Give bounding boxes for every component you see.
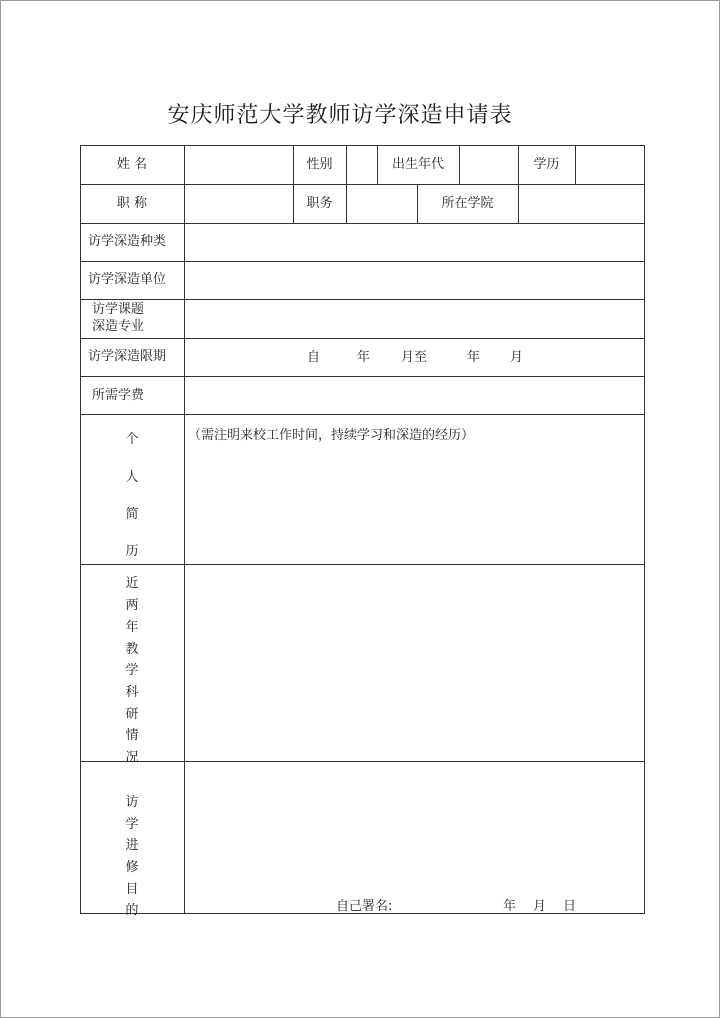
research-char: 学 <box>125 663 139 678</box>
purpose-char: 目 <box>125 882 139 897</box>
signature-month: 月 <box>533 899 547 914</box>
college-label: 所在学院 <box>441 196 494 211</box>
purpose-char: 访 <box>125 795 139 810</box>
table-line <box>80 564 645 565</box>
period-month-to: 月至 <box>401 350 428 365</box>
topic-label-line2: 深造专业 <box>92 319 145 334</box>
resume-note: （需注明来校工作时间，持续学习和深造的经历） <box>188 428 475 443</box>
table-line <box>80 376 645 377</box>
education-label: 学历 <box>533 157 560 172</box>
research-char: 近 <box>125 576 139 591</box>
purpose-char: 学 <box>125 817 139 832</box>
page-title: 安庆师范大学教师访学深造申请表 <box>167 103 513 128</box>
table-line <box>80 261 645 262</box>
table-line <box>346 145 347 184</box>
visit-unit-label: 访学深造单位 <box>88 272 167 287</box>
purpose-char: 进 <box>125 838 139 853</box>
purpose-char: 的 <box>125 903 139 918</box>
period-from: 自 <box>307 350 321 365</box>
table-line <box>80 338 645 339</box>
period-year-2: 年 <box>467 350 481 365</box>
table-line <box>80 223 645 224</box>
table-line <box>80 145 645 146</box>
period-month-2: 月 <box>510 350 524 365</box>
signature-day: 日 <box>563 899 577 914</box>
visit-type-label: 访学深造种类 <box>88 234 167 249</box>
table-line <box>80 184 645 185</box>
birth-year-label: 出生年代 <box>391 157 444 172</box>
table-line <box>644 145 645 914</box>
table-line <box>459 145 460 184</box>
research-char: 研 <box>125 707 139 722</box>
fee-label: 所需学费 <box>92 388 145 403</box>
period-label: 访学深造限期 <box>88 349 167 364</box>
professional-title-label: 职 称 <box>116 196 148 211</box>
research-char: 年 <box>125 620 139 635</box>
table-line <box>80 414 645 415</box>
position-label: 职务 <box>306 196 333 211</box>
name-label: 姓 名 <box>116 157 148 172</box>
table-line <box>80 299 645 300</box>
research-char: 两 <box>125 598 139 613</box>
topic-label-line1: 访学课题 <box>92 302 145 317</box>
table-line <box>575 145 576 184</box>
period-year-1: 年 <box>357 350 371 365</box>
research-char: 科 <box>125 685 139 700</box>
purpose-char: 修 <box>125 860 139 875</box>
research-char: 况 <box>125 750 139 765</box>
signature-label: 自己署名: <box>336 899 393 914</box>
resume-char: 人 <box>125 470 139 485</box>
resume-char: 历 <box>125 544 139 559</box>
resume-char: 简 <box>125 507 139 522</box>
research-char: 教 <box>125 642 139 657</box>
research-char: 情 <box>125 728 139 743</box>
table-line <box>518 184 519 223</box>
table-line <box>346 184 347 223</box>
gender-label: 性别 <box>306 157 333 172</box>
signature-year: 年 <box>503 899 517 914</box>
resume-char: 个 <box>125 432 139 447</box>
table-line <box>184 145 185 914</box>
